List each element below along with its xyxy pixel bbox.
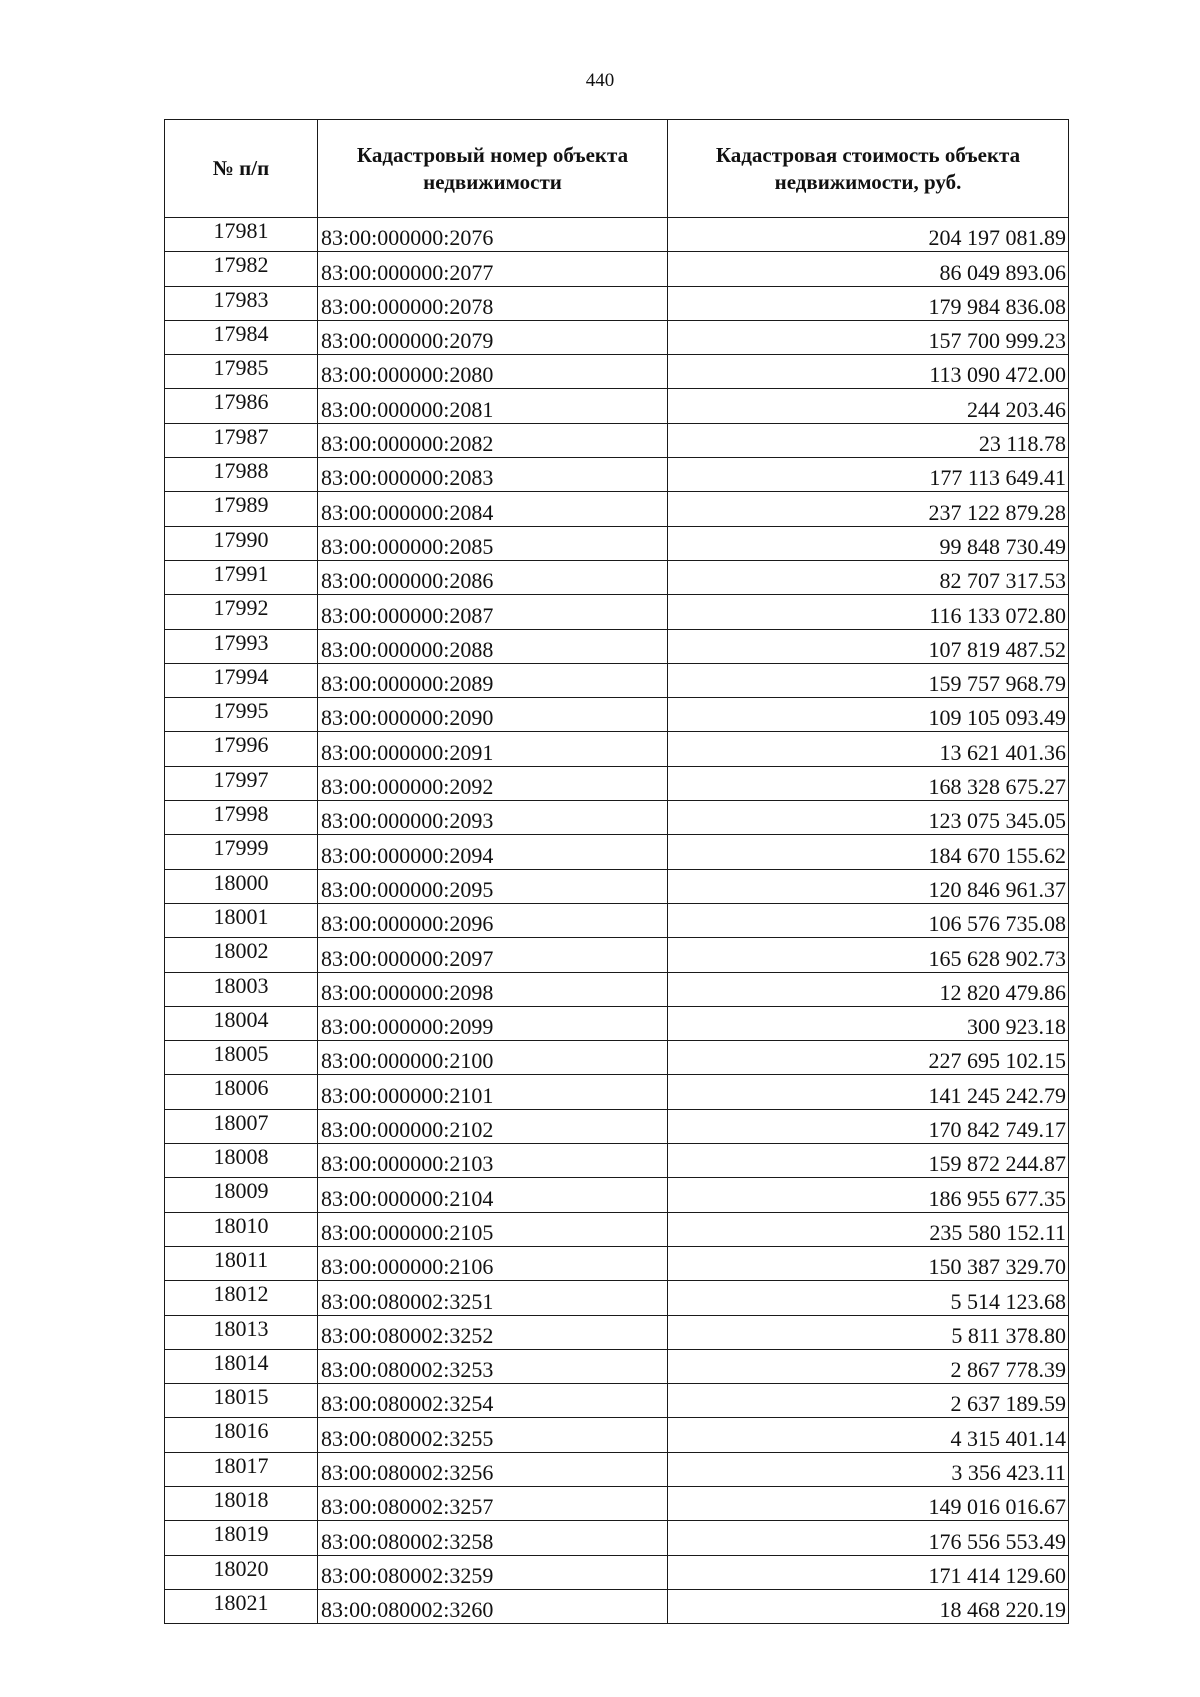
cadastral-number-cell: 83:00:000000:2093 <box>318 801 668 835</box>
table-row <box>165 869 1069 903</box>
cadastral-value-cell: 23 118.78 <box>668 423 1069 457</box>
cadastral-value-cell: 171 414 129.60 <box>668 1555 1069 1589</box>
cadastral-number-cell: 83:00:000000:2101 <box>318 1075 668 1109</box>
row-number-cell: 18002 <box>165 938 318 972</box>
cadastral-value-cell: 18 468 220.19 <box>668 1589 1069 1623</box>
row-number-cell: 17997 <box>165 766 318 800</box>
cadastral-number-cell: 83:00:000000:2096 <box>318 903 668 937</box>
table-body <box>165 218 1069 1624</box>
row-number-cell: 17982 <box>165 252 318 286</box>
row-number-cell: 17990 <box>165 526 318 560</box>
cadastral-number-cell: 83:00:080002:3255 <box>318 1418 668 1452</box>
cadastral-number-cell: 83:00:000000:2076 <box>318 218 668 252</box>
row-number-cell: 18003 <box>165 972 318 1006</box>
table-row <box>165 1521 1069 1555</box>
cadastral-value-cell: 116 133 072.80 <box>668 595 1069 629</box>
row-number-cell: 17996 <box>165 732 318 766</box>
page-number: 440 <box>585 70 615 91</box>
table-row <box>165 1555 1069 1589</box>
cadastral-number-cell: 83:00:000000:2089 <box>318 663 668 697</box>
cadastral-value-cell: 120 846 961.37 <box>668 869 1069 903</box>
row-number-cell: 18019 <box>165 1521 318 1555</box>
table-row <box>165 252 1069 286</box>
cadastral-value-cell: 300 923.18 <box>668 1006 1069 1040</box>
cadastral-number-cell: 83:00:080002:3252 <box>318 1315 668 1349</box>
table-row <box>165 1486 1069 1520</box>
row-number-cell: 18016 <box>165 1418 318 1452</box>
table-row <box>165 1315 1069 1349</box>
table-row <box>165 492 1069 526</box>
table-row <box>165 1384 1069 1418</box>
cadastral-value-cell: 176 556 553.49 <box>668 1521 1069 1555</box>
table-row <box>165 1178 1069 1212</box>
cadastral-value-cell: 159 872 244.87 <box>668 1144 1069 1178</box>
row-number-cell: 18014 <box>165 1349 318 1383</box>
cadastral-value-cell: 109 105 093.49 <box>668 698 1069 732</box>
table-row <box>165 629 1069 663</box>
cadastral-number-cell: 83:00:080002:3256 <box>318 1452 668 1486</box>
header-row <box>165 120 1069 218</box>
table-row <box>165 1041 1069 1075</box>
cadastral-number-cell: 83:00:000000:2080 <box>318 355 668 389</box>
cadastral-value-cell: 2 637 189.59 <box>668 1384 1069 1418</box>
row-number-cell: 17991 <box>165 560 318 594</box>
row-number-cell: 17981 <box>165 218 318 252</box>
table-row <box>165 286 1069 320</box>
table-row <box>165 1212 1069 1246</box>
table-row <box>165 663 1069 697</box>
cadastral-value-cell: 150 387 329.70 <box>668 1246 1069 1280</box>
cadastral-value-cell: 86 049 893.06 <box>668 252 1069 286</box>
table-row <box>165 1144 1069 1178</box>
cadastral-value-cell: 170 842 749.17 <box>668 1109 1069 1143</box>
table-row <box>165 801 1069 835</box>
table-row <box>165 732 1069 766</box>
cadastral-value-cell: 4 315 401.14 <box>668 1418 1069 1452</box>
cadastral-value-cell: 179 984 836.08 <box>668 286 1069 320</box>
table-row <box>165 458 1069 492</box>
row-number-cell: 18021 <box>165 1589 318 1623</box>
table-row <box>165 1452 1069 1486</box>
row-number-cell: 18005 <box>165 1041 318 1075</box>
cadastral-value-cell: 141 245 242.79 <box>668 1075 1069 1109</box>
table-row <box>165 698 1069 732</box>
row-number-cell: 18012 <box>165 1281 318 1315</box>
row-number-cell: 18001 <box>165 903 318 937</box>
cadastral-number-cell: 83:00:000000:2081 <box>318 389 668 423</box>
table-header <box>165 120 1069 218</box>
cadastral-number-cell: 83:00:000000:2086 <box>318 560 668 594</box>
table-row <box>165 1589 1069 1623</box>
row-number-cell: 17989 <box>165 492 318 526</box>
cadastral-value-cell: 113 090 472.00 <box>668 355 1069 389</box>
cadastral-value-cell: 186 955 677.35 <box>668 1178 1069 1212</box>
table-row <box>165 1246 1069 1280</box>
cadastral-value-cell: 2 867 778.39 <box>668 1349 1069 1383</box>
table-row <box>165 560 1069 594</box>
cadastral-number-cell: 83:00:000000:2077 <box>318 252 668 286</box>
table-row <box>165 595 1069 629</box>
table-row <box>165 1109 1069 1143</box>
row-number-cell: 18020 <box>165 1555 318 1589</box>
cadastral-number-cell: 83:00:000000:2085 <box>318 526 668 560</box>
row-number-cell: 17994 <box>165 663 318 697</box>
cadastral-value-cell: 168 328 675.27 <box>668 766 1069 800</box>
cadastral-value-cell: 159 757 968.79 <box>668 663 1069 697</box>
row-number-cell: 18000 <box>165 869 318 903</box>
cadastral-number-cell: 83:00:000000:2084 <box>318 492 668 526</box>
row-number-cell: 18017 <box>165 1452 318 1486</box>
cadastral-number-cell: 83:00:000000:2088 <box>318 629 668 663</box>
row-number-cell: 17987 <box>165 423 318 457</box>
table-row <box>165 766 1069 800</box>
table-row <box>165 423 1069 457</box>
cadastral-value-table <box>164 119 1069 1624</box>
cadastral-value-cell: 123 075 345.05 <box>668 801 1069 835</box>
cadastral-value-cell: 165 628 902.73 <box>668 938 1069 972</box>
cadastral-number-cell: 83:00:000000:2102 <box>318 1109 668 1143</box>
cadastral-value-cell: 177 113 649.41 <box>668 458 1069 492</box>
cadastral-value-cell: 5 514 123.68 <box>668 1281 1069 1315</box>
table-row <box>165 938 1069 972</box>
table-row <box>165 389 1069 423</box>
table-row <box>165 903 1069 937</box>
cadastral-number-cell: 83:00:000000:2079 <box>318 320 668 354</box>
row-number-cell: 18006 <box>165 1075 318 1109</box>
cadastral-value-cell: 3 356 423.11 <box>668 1452 1069 1486</box>
cadastral-number-cell: 83:00:000000:2099 <box>318 1006 668 1040</box>
table-row <box>165 1281 1069 1315</box>
row-number-cell: 18015 <box>165 1384 318 1418</box>
table-row <box>165 1349 1069 1383</box>
cadastral-value-cell: 12 820 479.86 <box>668 972 1069 1006</box>
cadastral-number-cell: 83:00:000000:2094 <box>318 835 668 869</box>
row-number-cell: 18007 <box>165 1109 318 1143</box>
cadastral-value-cell: 237 122 879.28 <box>668 492 1069 526</box>
cadastral-number-cell: 83:00:000000:2091 <box>318 732 668 766</box>
cadastral-value-cell: 107 819 487.52 <box>668 629 1069 663</box>
table-row <box>165 218 1069 252</box>
table-row <box>165 1006 1069 1040</box>
row-number-cell: 18009 <box>165 1178 318 1212</box>
cadastral-number-cell: 83:00:000000:2087 <box>318 595 668 629</box>
row-number-cell: 17984 <box>165 320 318 354</box>
table-row <box>165 1075 1069 1109</box>
cadastral-number-cell: 83:00:000000:2098 <box>318 972 668 1006</box>
row-number-cell: 17998 <box>165 801 318 835</box>
cadastral-number-cell: 83:00:000000:2083 <box>318 458 668 492</box>
cadastral-number-cell: 83:00:080002:3254 <box>318 1384 668 1418</box>
row-number-cell: 17993 <box>165 629 318 663</box>
cadastral-number-cell: 83:00:000000:2105 <box>318 1212 668 1246</box>
cadastral-number-cell: 83:00:080002:3251 <box>318 1281 668 1315</box>
header-row-number: № п/п <box>165 120 318 218</box>
row-number-cell: 18018 <box>165 1486 318 1520</box>
cadastral-number-cell: 83:00:000000:2078 <box>318 286 668 320</box>
cadastral-value-cell: 149 016 016.67 <box>668 1486 1069 1520</box>
cadastral-number-cell: 83:00:000000:2106 <box>318 1246 668 1280</box>
cadastral-value-cell: 227 695 102.15 <box>668 1041 1069 1075</box>
cadastral-number-cell: 83:00:000000:2100 <box>318 1041 668 1075</box>
table-row <box>165 835 1069 869</box>
cadastral-number-cell: 83:00:000000:2092 <box>318 766 668 800</box>
row-number-cell: 17995 <box>165 698 318 732</box>
row-number-cell: 17986 <box>165 389 318 423</box>
cadastral-number-cell: 83:00:000000:2104 <box>318 1178 668 1212</box>
row-number-cell: 18011 <box>165 1246 318 1280</box>
cadastral-number-cell: 83:00:080002:3253 <box>318 1349 668 1383</box>
row-number-cell: 18008 <box>165 1144 318 1178</box>
cadastral-number-cell: 83:00:080002:3258 <box>318 1521 668 1555</box>
cadastral-number-cell: 83:00:000000:2103 <box>318 1144 668 1178</box>
table-row <box>165 355 1069 389</box>
cadastral-value-cell: 5 811 378.80 <box>668 1315 1069 1349</box>
table-row <box>165 1418 1069 1452</box>
table-row <box>165 972 1069 1006</box>
cadastral-number-cell: 83:00:080002:3260 <box>318 1589 668 1623</box>
row-number-cell: 17985 <box>165 355 318 389</box>
cadastral-value-cell: 13 621 401.36 <box>668 732 1069 766</box>
cadastral-number-cell: 83:00:080002:3259 <box>318 1555 668 1589</box>
cadastral-value-cell: 235 580 152.11 <box>668 1212 1069 1246</box>
row-number-cell: 17992 <box>165 595 318 629</box>
row-number-cell: 17999 <box>165 835 318 869</box>
cadastral-number-cell: 83:00:000000:2095 <box>318 869 668 903</box>
table-row <box>165 320 1069 354</box>
row-number-cell: 18010 <box>165 1212 318 1246</box>
header-cadastral-number: Кадастровый номер объекта недвижимости <box>318 120 668 218</box>
table-row <box>165 526 1069 560</box>
cadastral-value-cell: 184 670 155.62 <box>668 835 1069 869</box>
cadastral-value-cell: 82 707 317.53 <box>668 560 1069 594</box>
row-number-cell: 17983 <box>165 286 318 320</box>
header-cadastral-value: Кадастровая стоимость объекта недвижимости, руб. <box>668 120 1069 218</box>
row-number-cell: 18004 <box>165 1006 318 1040</box>
cadastral-number-cell: 83:00:000000:2082 <box>318 423 668 457</box>
row-number-cell: 18013 <box>165 1315 318 1349</box>
cadastral-number-cell: 83:00:000000:2097 <box>318 938 668 972</box>
cadastral-value-cell: 106 576 735.08 <box>668 903 1069 937</box>
cadastral-value-cell: 244 203.46 <box>668 389 1069 423</box>
cadastral-value-cell: 99 848 730.49 <box>668 526 1069 560</box>
cadastral-number-cell: 83:00:000000:2090 <box>318 698 668 732</box>
row-number-cell: 17988 <box>165 458 318 492</box>
cadastral-value-cell: 204 197 081.89 <box>668 218 1069 252</box>
cadastral-number-cell: 83:00:080002:3257 <box>318 1486 668 1520</box>
cadastral-value-cell: 157 700 999.23 <box>668 320 1069 354</box>
